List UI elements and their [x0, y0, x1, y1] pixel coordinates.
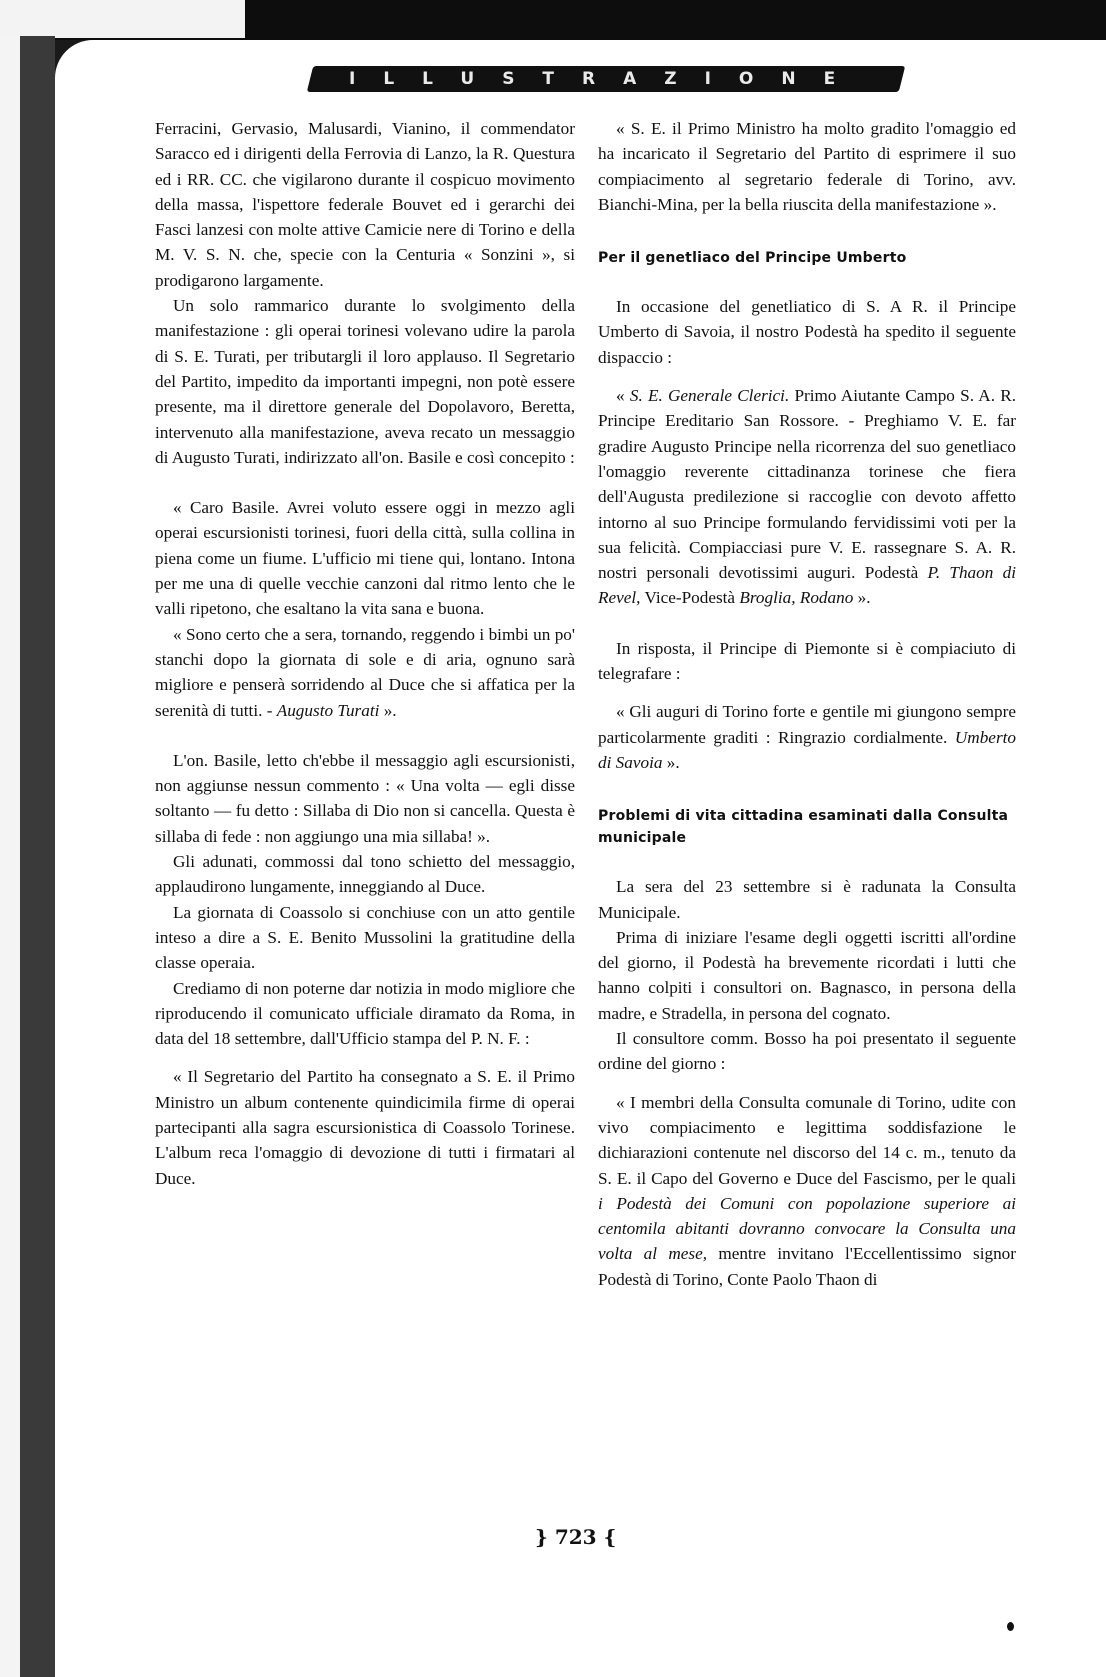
ink-dot: [1007, 1622, 1014, 1631]
paragraph: La sera del 23 settembre si è radunata la Consulta Municipale.: [598, 877, 1016, 922]
right-column: [598, 116, 1016, 1292]
document-page: [55, 40, 1106, 1677]
paragraph: In risposta, il Principe di Piemonte si è compiaciuto di telegrafare :: [598, 638, 1016, 684]
paragraph: Crediamo di non poterne dar notizia in modo migliore che riproducendo il comunicato ufficiale diramato da Roma, in data del 18 settembre, dall'Ufficio stampa del P. N. F. :: [155, 978, 575, 1049]
quote-paragraph: « Sono certo che a sera, tornando, reggendo i bimbi un po' stanchi dopo la giornata di sole e di aria, ognuno sarà migliore e penserà sorridendo al Duce che si affatica per la serenità di tutti. - Augusto Turati ».: [155, 624, 575, 720]
paragraph: La giornata di Coassolo si conchiuse con un atto gentile inteso a dire a S. E. Benito Mussolini la gratitudine della classe operaia.: [155, 902, 575, 973]
quote-paragraph: « Caro Basile. Avrei voluto essere oggi in mezzo agli operai escursionisti torinesi, fuori della città, sulla collina in piena come un fiume. L'ufficio mi tiene qui, lontano. Intona per me una di quelle vecchie canzoni dal ritmo lento che le valli ripetono, che esaltano la vita sana e buona.: [155, 498, 575, 619]
quote-paragraph: « I membri della Consulta comunale di Torino, udite con vivo compiacimento e legittima soddisfazione le dichiarazioni contenute nel discorso del 14 c. m., tenuto da S. E. il Capo del Governo e Duce del Fascismo, per le quali i Podestà dei Comuni con popolazione superiore ai centomila abitanti dovranno convocare la Consulta una volta al mese, mentre invitano l'Eccellentissimo signor Podestà di Torino, Conte Paolo Thaon di: [598, 1092, 1016, 1289]
signature: Umberto di Savoia: [598, 727, 1016, 772]
paragraph: Gli adunati, commossi dal tono schietto del messaggio, applaudirono lungamente, inneggiando al Duce.: [155, 852, 575, 897]
scan-top-left-margin: [0, 0, 245, 38]
paragraph: L'on. Basile, letto ch'ebbe il messaggio agli escursionisti, non aggiunse nessun commento : « Una volta — egli disse soltanto — fu detto : Sillaba di Dio non si cancella. Questa è sillaba di fede : non aggiungo una mia sillaba! ».: [155, 750, 575, 846]
quote-paragraph: « S. E. il Primo Ministro ha molto gradito l'omaggio ed ha incaricato il Segretario del Partito di esprimere il suo compiacimento al segretario federale di Torino, avv. Bianchi-Mina, per la bella riuscita della manifestazione ».: [598, 119, 1016, 214]
signature: Augusto Turati: [276, 700, 380, 720]
paragraph: In occasione del genetliatico di S. A R. il Principe Umberto di Savoia, il nostro Podestà ha spedito il seguente dispaccio :: [598, 297, 1016, 367]
quote-paragraph: « Gli auguri di Torino forte e gentile mi giungono sempre particolarmente graditi : Ringrazio cordialmente. Umberto di Savoia ».: [598, 702, 1016, 772]
section-heading: Per il genetliaco del Principe Umberto: [598, 250, 907, 267]
page-number: } 723 {: [535, 1525, 617, 1549]
paragraph: Prima di iniziare l'esame degli oggetti iscritti all'ordine del giorno, il Podestà ha brevemente ricordati i lutti che hanno colpiti i consultori on. Bagnasco, in persona della madre, e Stradella, in persona del cognato.: [598, 927, 1016, 1023]
signature: P. Thaon di Revel,: [598, 563, 1016, 608]
paragraph: Ferracini, Gervasio, Malusardi, Vianino, il commendator Saracco ed i dirigenti della Ferrovia di Lanzo, la R. Questura ed i RR. CC. che vigilarono durante il cospicuo movimento della massa, l'ispettore federale Bouvet ed i gerarchi dei Fasci lanzesi con molte attive Camicie nere di Torino e della M. V. S. N. che, specie con la Centuria « Sonzini », si prodigarono largamente.: [155, 119, 575, 290]
section-heading: Problemi di vita cittadina esaminati dalla Consulta municipale: [598, 808, 1009, 847]
running-header-title: ILLUSTRAZIONE: [348, 69, 864, 89]
paragraph: Un solo rammarico durante lo svolgimento della manifestazione : gli operai torinesi volevano udire la parola di S. E. Turati, per tributargli il loro applauso. Il Segretario del Partito, impedito da importanti impegni, non potè essere presente, ma il direttore generale del Dopolavoro, Beretta, intervenuto alla manifestazione, aveva recato un messaggio di Augusto Turati, indirizzato all'on. Basile e così concepito :: [155, 296, 575, 467]
scan-left-edge: [0, 36, 20, 1677]
signature: Broglia, Rodano: [739, 588, 854, 608]
paragraph: Il consultore comm. Bosso ha poi presentato il seguente ordine del giorno :: [598, 1029, 1016, 1074]
running-header: [307, 66, 905, 92]
quote-paragraph: « Il Segretario del Partito ha consegnato a S. E. il Primo Ministro un album contenente quindicimila firme di operai partecipanti alla sagra escursionistica di Coassolo Torinese. L'album reca l'omaggio di devozione di tutti i firmatari al Duce.: [155, 1067, 575, 1188]
quote-paragraph: « S. E. Generale Clerici. Primo Aiutante Campo S. A. R. Principe Ereditario San Rossore. - Preghiamo V. E. far gradire Augusto Principe nella ricorrenza del suo genetliaco l'omaggio reverente cittadinanza torinese che fiera dell'Augusta predilezione si raccoglie con devoto affetto intorno al suo Principe formulando fervidissimi voti per la sua felicità. Compiacciasi pure V. E. rassegnare S. A. R. nostri personali devotissimi auguri. Podestà P. Thaon di Revel, Vice-Podestà Broglia, Rodano ».: [598, 386, 1017, 608]
left-column: [155, 116, 575, 1191]
